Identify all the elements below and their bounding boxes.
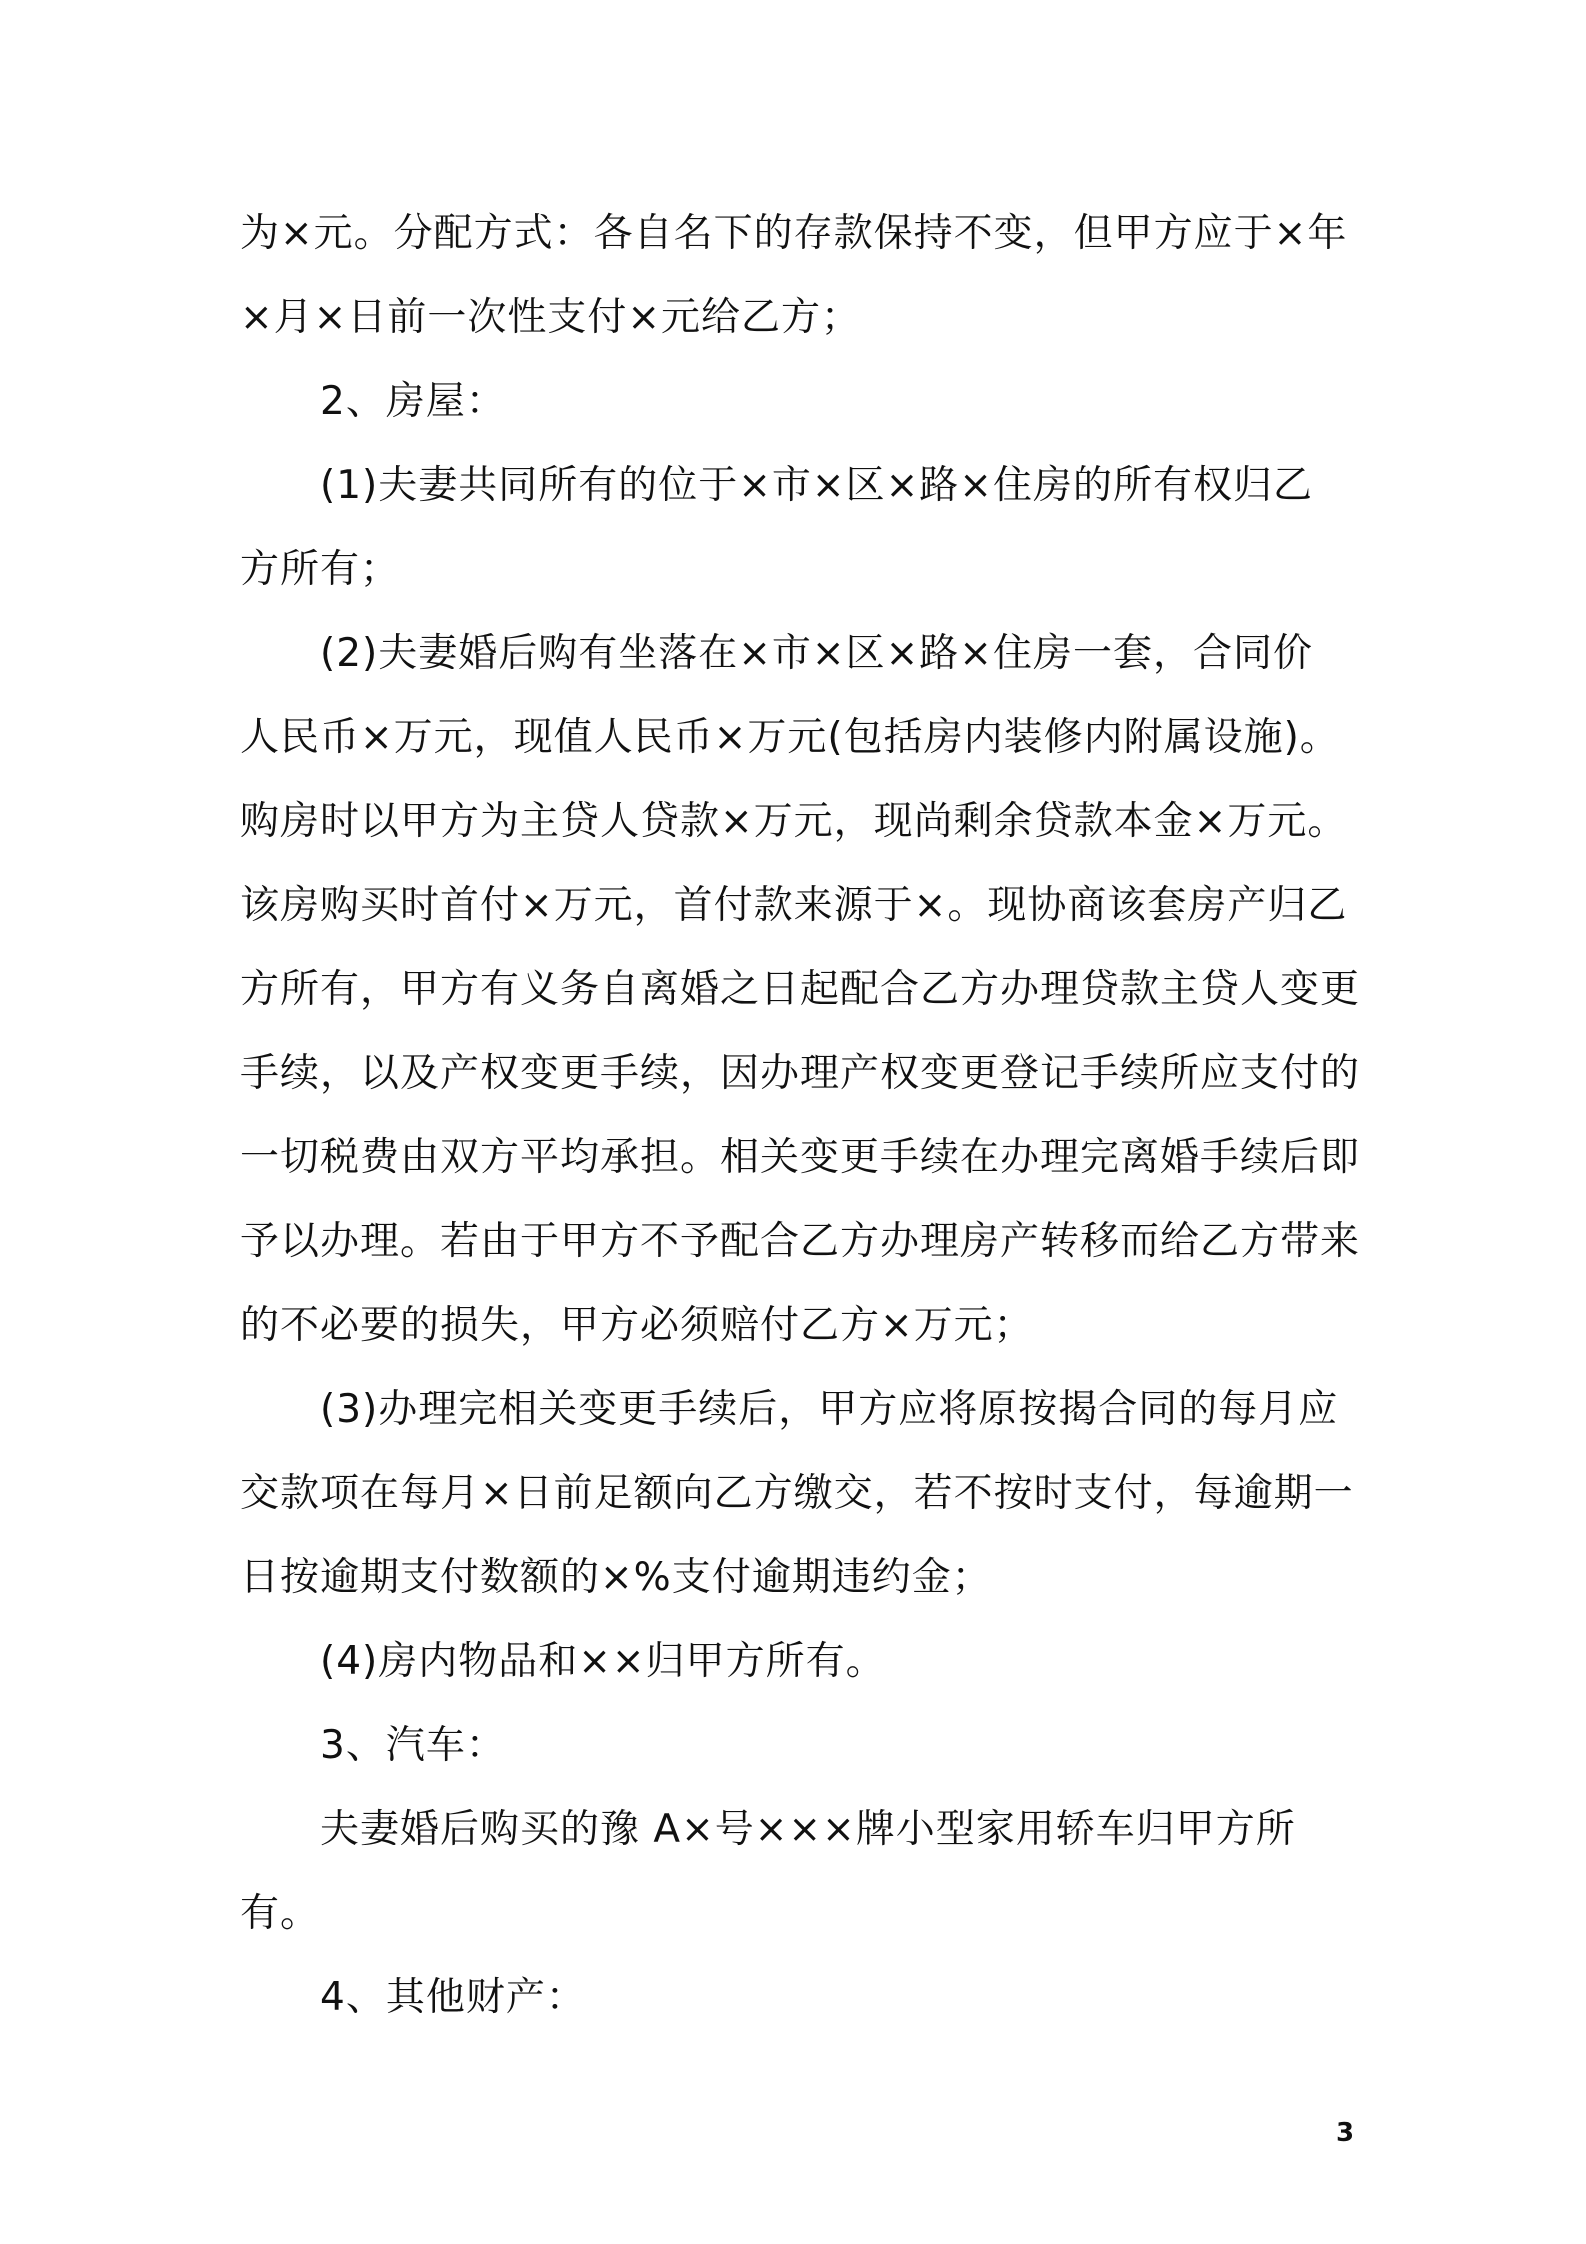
- paragraph-line: 购房时以甲方为主贷人贷款×万元，现尚剩余贷款本金×万元。: [240, 799, 1348, 844]
- paragraph-line: 一切税费由双方平均承担。相关变更手续在办理完离婚手续后即: [240, 1135, 1361, 1180]
- paragraph-line: 该房购买时首付×万元，首付款来源于×。现协商该套房产归乙: [240, 883, 1348, 928]
- paragraph-line: (4)房内物品和××归甲方所有。: [320, 1639, 886, 1684]
- document-body: [240, 192, 1361, 2040]
- page-number: 3: [1336, 2118, 1355, 2148]
- section-heading-housing: 2、房屋：: [320, 379, 506, 424]
- paragraph-line: (1)夫妻共同所有的位于×市×区×路×住房的所有权归乙: [320, 463, 1313, 508]
- paragraph-line: 夫妻婚后购买的豫 A×号×××牌小型家用轿车归甲方所: [320, 1807, 1296, 1852]
- paragraph-line: 日按逾期支付数额的×%支付逾期违约金；: [240, 1555, 992, 1600]
- paragraph-line: (3)办理完相关变更手续后，甲方应将原按揭合同的每月应: [320, 1387, 1339, 1432]
- paragraph-line: 予以办理。若由于甲方不予配合乙方办理房产转移而给乙方带来: [240, 1219, 1361, 1264]
- section-heading-car: 3、汽车：: [320, 1723, 506, 1768]
- paragraph-line: (2)夫妻婚后购有坐落在×市×区×路×住房一套，合同价: [320, 631, 1313, 676]
- paragraph-line: 方所有；: [240, 547, 401, 592]
- section-heading-other-property: 4、其他财产：: [320, 1975, 586, 2020]
- paragraph-line: 手续，以及产权变更手续，因办理产权变更登记手续所应支付的: [240, 1051, 1361, 1096]
- paragraph-line: 人民币×万元，现值人民币×万元(包括房内装修内附属设施)。: [240, 715, 1340, 760]
- paragraph-line: 为×元。分配方式：各自名下的存款保持不变，但甲方应于×年: [240, 211, 1348, 256]
- paragraph-line: ×月×日前一次性支付×元给乙方；: [240, 295, 862, 340]
- paragraph-line: 的不必要的损失，甲方必须赔付乙方×万元；: [240, 1303, 1034, 1348]
- paragraph-line: 交款项在每月×日前足额向乙方缴交，若不按时支付，每逾期一: [240, 1471, 1354, 1516]
- paragraph-line: 有。: [240, 1891, 321, 1936]
- paragraph-line: 方所有，甲方有义务自离婚之日起配合乙方办理贷款主贷人变更: [240, 967, 1361, 1012]
